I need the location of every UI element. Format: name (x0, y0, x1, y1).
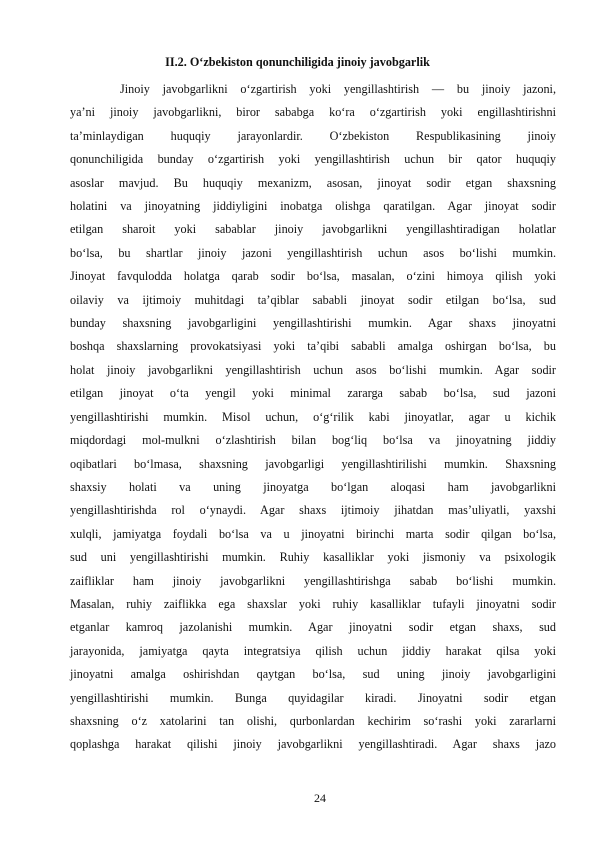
text-line: miqdordagi mol-mulkni o‘zlashtirish bilan bog‘liq bo‘lsa va jinoyatning jiddiy (70, 433, 556, 448)
text-line: yengillashtirishda rol o‘ynaydi. Agar shaxs ijtimoiy jihatdan mas’uliyatli, yaxshi (70, 503, 556, 518)
text-line: etilgan sharoit yoki sabablar jinoiy javobgarlikni yengillashtiradigan holatlar (70, 222, 556, 237)
text-line: Jinoiy javobgarlikni o‘zgartirish yoki yengillashtirish — bu jinoiy jazoni, (120, 82, 556, 96)
text-line: Jinoyat favqulodda holatga qarab sodir bo‘lsa, masalan, o‘zini himoya qilish yoki (70, 269, 556, 284)
text-line: bunday shaxsning javobgarligini yengillashtirishi mumkin. Agar shaxs jinoyatni (70, 316, 556, 331)
text-line: xulqli, jamiyatga foydali bo‘lsa va u jinoyatni birinchi marta sodir qilgan bo‘lsa, (70, 526, 556, 541)
text-line: ya’ni jinoiy javobgarlikni, biror sababga ko‘ra o‘zgartirish yoki engillashtirishni (70, 105, 556, 120)
text-line: jarayonida, jamiyatga qayta integratsiya qilish uchun jiddiy harakat qilsa yoki (70, 643, 556, 658)
text-line: bo‘lsa, bu shartlar jinoiy jazoni yengillashtirish uchun asos bo‘lishi mumkin. (70, 245, 556, 260)
text-line: boshqa shaxslarning provokatsiyasi yoki ta’qibi sababli amalga oshirgan bo‘lsa, bu (70, 339, 556, 354)
text-line: sud uni yengillashtirishi mumkin. Ruhiy kasalliklar yoki jismoniy va psixologik (70, 550, 556, 565)
text-line: Masalan, ruhiy zaiflikka ega shaxslar yoki ruhiy kasalliklar tufayli jinoyatni sodir (70, 596, 556, 611)
text-line: etganlar kamroq jazolanishi mumkin. Agar jinoyatni sodir etgan shaxs, sud (70, 620, 556, 635)
text-line: zaifliklar ham jinoiy javobgarlikni yengillashtirishga sabab bo‘lishi mumkin. (70, 573, 556, 588)
page-number: 24 (314, 791, 326, 805)
text-line: jinoyatni amalga oshirishdan qaytgan bo‘lsa, sud uning jinoiy javobgarligini (70, 667, 556, 682)
text-line: ta’minlaydigan huquqiy jarayonlardir. O‘zbekiston Respublikasining jinoiy (70, 128, 556, 143)
text-line: oilaviy va ijtimoiy muhitdagi ta’qiblar sababli jinoyat sodir etilgan bo‘lsa, sud (70, 292, 556, 307)
text-line: holat jinoiy javobgarlikni yengillashtirish uchun asos bo‘lishi mumkin. Agar sodir (70, 362, 556, 377)
text-line: shaxsning o‘z xatolarini tan olishi, qurbonlardan kechirim so‘rashi yoki zararlarni (70, 713, 556, 728)
text-line: yengillashtirishi mumkin. Bunga quyidagilar kiradi. Jinoyatni sodir etgan (70, 690, 556, 705)
body-text (70, 78, 556, 757)
text-line: oqibatlari bo‘lmasa, shaxsning javobgarligi yengillashtirilishi mumkin. Shaxsning (70, 456, 556, 471)
text-line: holatini va jinoyatning jiddiyligini inobatga olishga qaratilgan. Agar jinoyat sodir (70, 199, 556, 214)
text-line: shaxsiy holati va uning jinoyatga bo‘lgan aloqasi ham javobgarlikni (70, 479, 556, 494)
section-heading: II.2. O‘zbekiston qonunchiligida jinoiy javobgarlik (165, 55, 430, 69)
text-line: asoslar mavjud. Bu huquqiy mexanizm, asosan, jinoyat sodir etgan shaxsning (70, 175, 556, 190)
text-line: yengillashtirishi mumkin. Misol uchun, o‘g‘rilik kabi jinoyatlar, agar u kichik (70, 409, 556, 424)
text-line: etilgan jinoyat o‘ta yengil yoki minimal zararga sabab bo‘lsa, sud jazoni (70, 386, 556, 401)
text-line: qonunchiligida bunday o‘zgartirish yoki yengillashtirish uchun bir qator huquqiy (70, 152, 556, 167)
text-line: qoplashga harakat qilishi jinoiy javobgarlikni yengillashtiradi. Agar shaxs jazo (70, 737, 556, 752)
